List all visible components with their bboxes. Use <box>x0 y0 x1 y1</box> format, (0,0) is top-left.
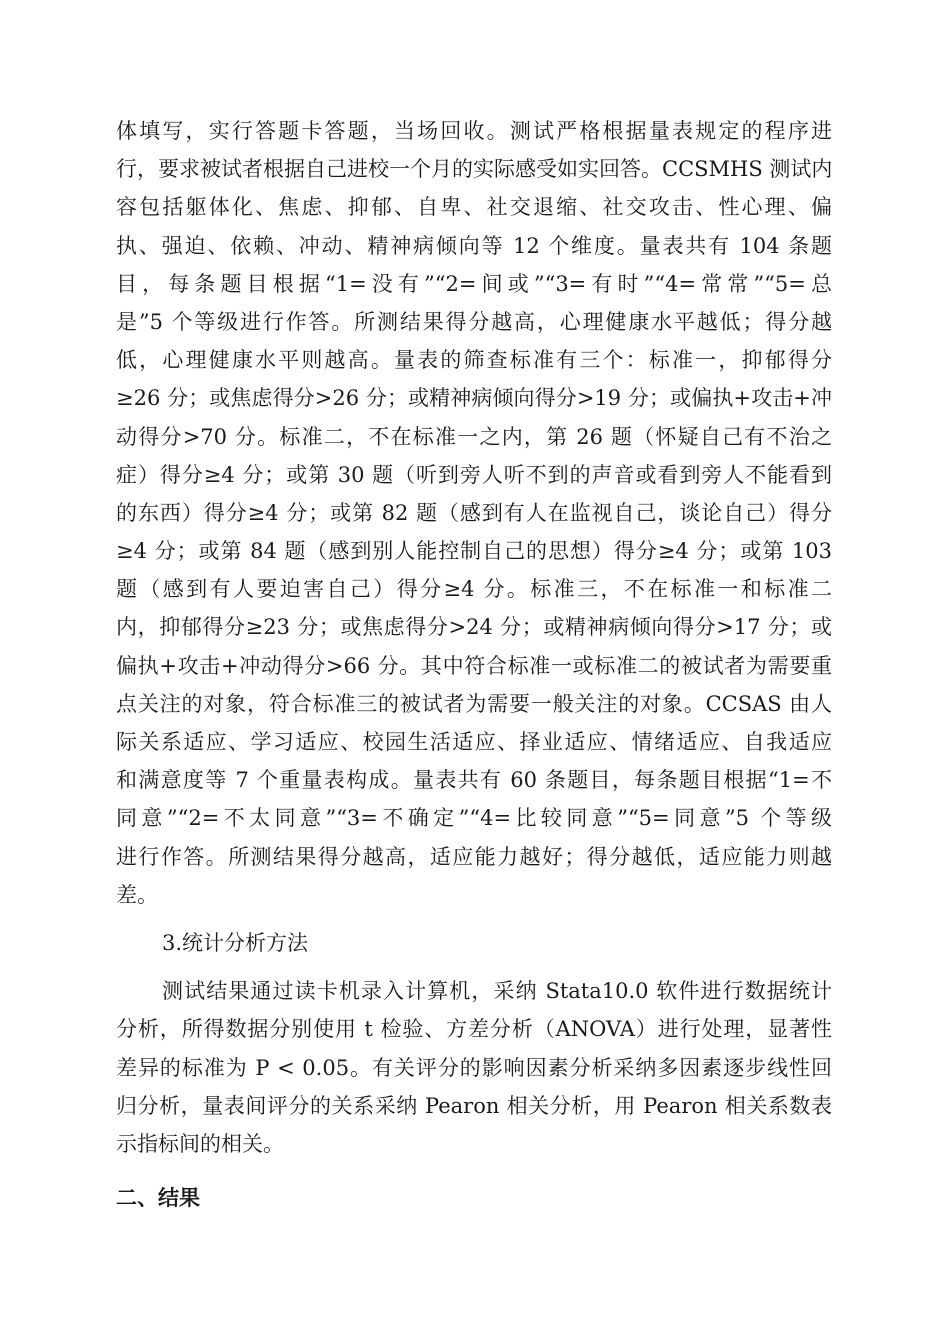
text-line: 是”5 个等级进行作答。所测结果得分越高，心理健康水平越低；得分越 <box>116 309 832 334</box>
text-line: 执、强迫、依赖、冲动、精神病倾向等 12 个维度。量表共有 104 条题 <box>116 233 832 258</box>
text-line: 进行作答。所测结果得分越高，适应能力越好；得分越低，适应能力则越 <box>116 844 832 869</box>
subsection-heading: 3.统计分析方法 <box>162 930 309 955</box>
text-line: 容包括躯体化、焦虑、抑郁、自卑、社交退缩、社交攻击、性心理、偏 <box>116 195 832 220</box>
text-line: 差。 <box>116 882 158 907</box>
text-line: 点关注的对象，符合标准三的被试者为需要一般关注的对象。CCSAS 由人 <box>116 691 832 716</box>
paragraph-spacer <box>116 914 832 924</box>
text-line: 际关系适应、学习适应、校园生活适应、择业适应、情绪适应、自我适应 <box>116 730 832 754</box>
text-line: 同意”“2=不太同意”“3=不确定”“4=比较同意”“5=同意”5 个等级 <box>116 806 832 831</box>
text-line: 症）得分≥4 分；或第 30 题（听到旁人听不到的声音或看到旁人不能看到 <box>116 462 832 487</box>
text-line: 低，心理健康水平则越高。量表的筛查标准有三个：标准一，抑郁得分 <box>116 348 832 373</box>
text-line: 归分析，量表间评分的关系采纳 Pearon 相关分析，用 Pearon 相关系数表 <box>116 1093 832 1118</box>
text-line: 的东西）得分≥4 分；或第 82 题（感到有人在监视自己，谈论自己）得分 <box>116 500 832 525</box>
text-line: 行，要求被试者根据自己进校一个月的实际感受如实回答。CCSMHS 测试内 <box>116 157 832 182</box>
text-line: 示指标间的相关。 <box>116 1131 284 1156</box>
text-line: ≥4 分；或第 84 题（感到别人能控制自己的思想）得分≥4 分；或第 103 <box>116 539 832 564</box>
methods-paragraph <box>116 112 832 914</box>
text-line: 分析，所得数据分别使用 t 检验、方差分析（ANOVA）进行处理，显著性 <box>116 1017 832 1042</box>
paragraph-spacer <box>116 1163 832 1173</box>
text-line: 差异的标准为 P < 0.05。有关评分的影响因素分析采纳多因素逐步线性回 <box>116 1055 832 1080</box>
text-line: 题（感到有人要迫害自己）得分≥4 分。标准三，不在标准一和标准二 <box>116 577 832 602</box>
paragraph-spacer <box>116 962 832 972</box>
section-heading: 二、结果 <box>116 1186 200 1211</box>
text-line: ≥26 分；或焦虑得分>26 分；或精神病倾向得分>19 分；或偏执+攻击+冲 <box>116 386 832 411</box>
text-line: 内，抑郁得分≥23 分；或焦虑得分>24 分；或精神病倾向得分>17 分；或 <box>116 615 832 640</box>
text-line: 目，每条题目根据“1=没有”“2=间或”“3=有时”“4=常常”“5=总 <box>116 271 832 296</box>
text-line: 偏执+攻击+冲动得分>66 分。其中符合标准一或标准二的被试者为需要重 <box>116 653 832 678</box>
text-line: 动得分>70 分。标准二，不在标准一之内，第 26 题（怀疑自己有不治之 <box>116 424 832 449</box>
text-line: 测试结果通过读卡机录入计算机，采纳 Stata10.0 软件进行数据统计 <box>162 979 832 1004</box>
statistics-paragraph <box>116 972 832 1163</box>
text-line: 体填写，实行答题卡答题，当场回收。测试严格根据量表规定的程序进 <box>116 119 832 143</box>
text-line: 和满意度等 7 个重量表构成。量表共有 60 条题目，每条题目根据“1=不 <box>116 768 832 793</box>
document-page <box>116 112 832 1217</box>
